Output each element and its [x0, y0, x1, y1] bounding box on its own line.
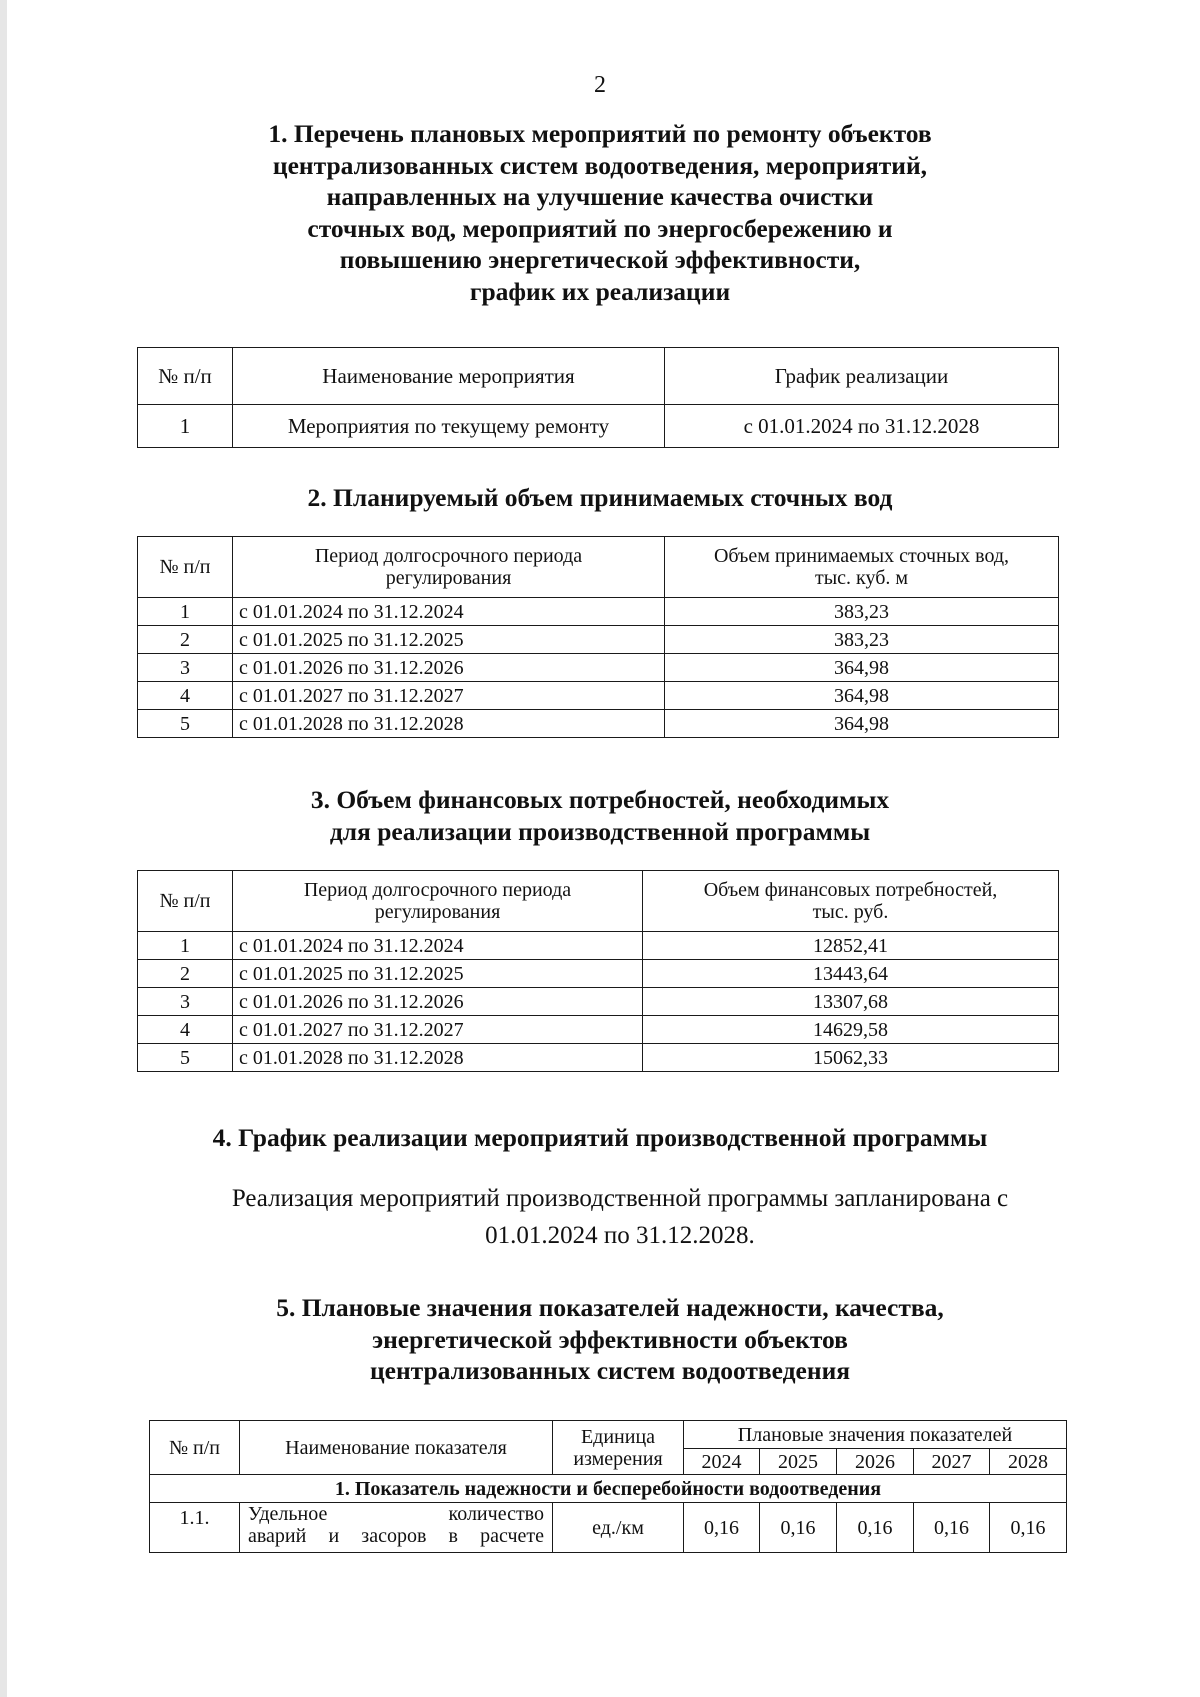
section2-title: 2. Планируемый объем принимаемых сточных вод: [307, 483, 893, 512]
scan-edge: [0, 0, 7, 1697]
table-row: 3 с 01.01.2026 по 31.12.2026 364,98: [138, 654, 1059, 682]
year-header: 2024: [684, 1449, 760, 1475]
header-cell: Объем финансовых потребностей, тыс. руб.: [643, 871, 1059, 932]
header-cell: Наименование показателя: [240, 1421, 553, 1475]
table-header-row: [138, 871, 1059, 932]
header-cell: № п/п: [138, 537, 233, 598]
subsection-row: 1. Показатель надежности и бесперебойности водоотведения: [150, 1475, 1067, 1503]
indicator-name: Удельное количество аварий и засоров в расчете: [240, 1503, 553, 1553]
year-header: 2026: [837, 1449, 914, 1475]
section4-title: 4. График реализации мероприятий производственной программы: [212, 1123, 988, 1152]
header-cell: Единица измерения: [553, 1421, 684, 1475]
header-cell: Период долгосрочного периода регулирования: [233, 537, 665, 598]
table-row: 1 с 01.01.2024 по 31.12.2024 12852,41: [138, 932, 1059, 960]
header-cell: № п/п: [138, 871, 233, 932]
year-header: 2025: [760, 1449, 837, 1475]
table-row: 2 с 01.01.2025 по 31.12.2025 13443,64: [138, 960, 1059, 988]
header-cell: Объем принимаемых сточных вод, тыс. куб. м: [665, 537, 1059, 598]
section4-text: Реализация мероприятий производственной программы запланирована с 01.01.2024 по 31.12.2028.: [231, 1185, 1009, 1249]
table-row: 4 с 01.01.2027 по 31.12.2027 364,98: [138, 682, 1059, 710]
section5-table: [149, 1420, 1067, 1553]
section2-table: [137, 536, 1059, 738]
header-cell: Период долгосрочного периода регулирования: [233, 871, 643, 932]
table-row: 1.1. Удельное количество аварий и засоров в расчете ед./км 0,16 0,16 0,16 0,16 0,16: [150, 1503, 1067, 1553]
table-row: 1 с 01.01.2024 по 31.12.2024 383,23: [138, 598, 1059, 626]
table-header-row: [138, 537, 1059, 598]
table-row: 5 с 01.01.2028 по 31.12.2028 15062,33: [138, 1044, 1059, 1072]
table-row: 1 Мероприятия по текущему ремонту с 01.01.2024 по 31.12.2028: [138, 405, 1059, 448]
year-header: 2027: [914, 1449, 990, 1475]
header-cell: Наименование мероприятия: [233, 348, 665, 405]
section5-title: 5. Плановые значения показателей надежности, качества, энергетической эффективности объектов централизованных систем водоотведения: [276, 1293, 944, 1385]
table-header-row: [150, 1421, 1067, 1449]
header-cell: № п/п: [150, 1421, 240, 1475]
header-cell: Плановые значения показателей: [684, 1421, 1067, 1449]
table-row: 2 с 01.01.2025 по 31.12.2025 383,23: [138, 626, 1059, 654]
table-header-row: [138, 348, 1059, 405]
header-cell: № п/п: [138, 348, 233, 405]
table-row: 3 с 01.01.2026 по 31.12.2026 13307,68: [138, 988, 1059, 1016]
section3-table: [137, 870, 1059, 1072]
page-number: 2: [594, 72, 606, 98]
table-row: 5 с 01.01.2028 по 31.12.2028 364,98: [138, 710, 1059, 738]
section1-table: [137, 347, 1059, 448]
year-header: 2028: [990, 1449, 1067, 1475]
section3-title: 3. Объем финансовых потребностей, необходимых для реализации производственной программы: [310, 785, 890, 846]
table-row: 4 с 01.01.2027 по 31.12.2027 14629,58: [138, 1016, 1059, 1044]
section1-title: 1. Перечень плановых мероприятий по ремонту объектов централизованных систем водоотведения, мероприятий, направленных на улучшение качества очистки сточных вод, мероприятий по энергосбережению и повышению энергетической эффективности, график их реализации: [268, 119, 932, 306]
header-cell: График реализации: [665, 348, 1059, 405]
